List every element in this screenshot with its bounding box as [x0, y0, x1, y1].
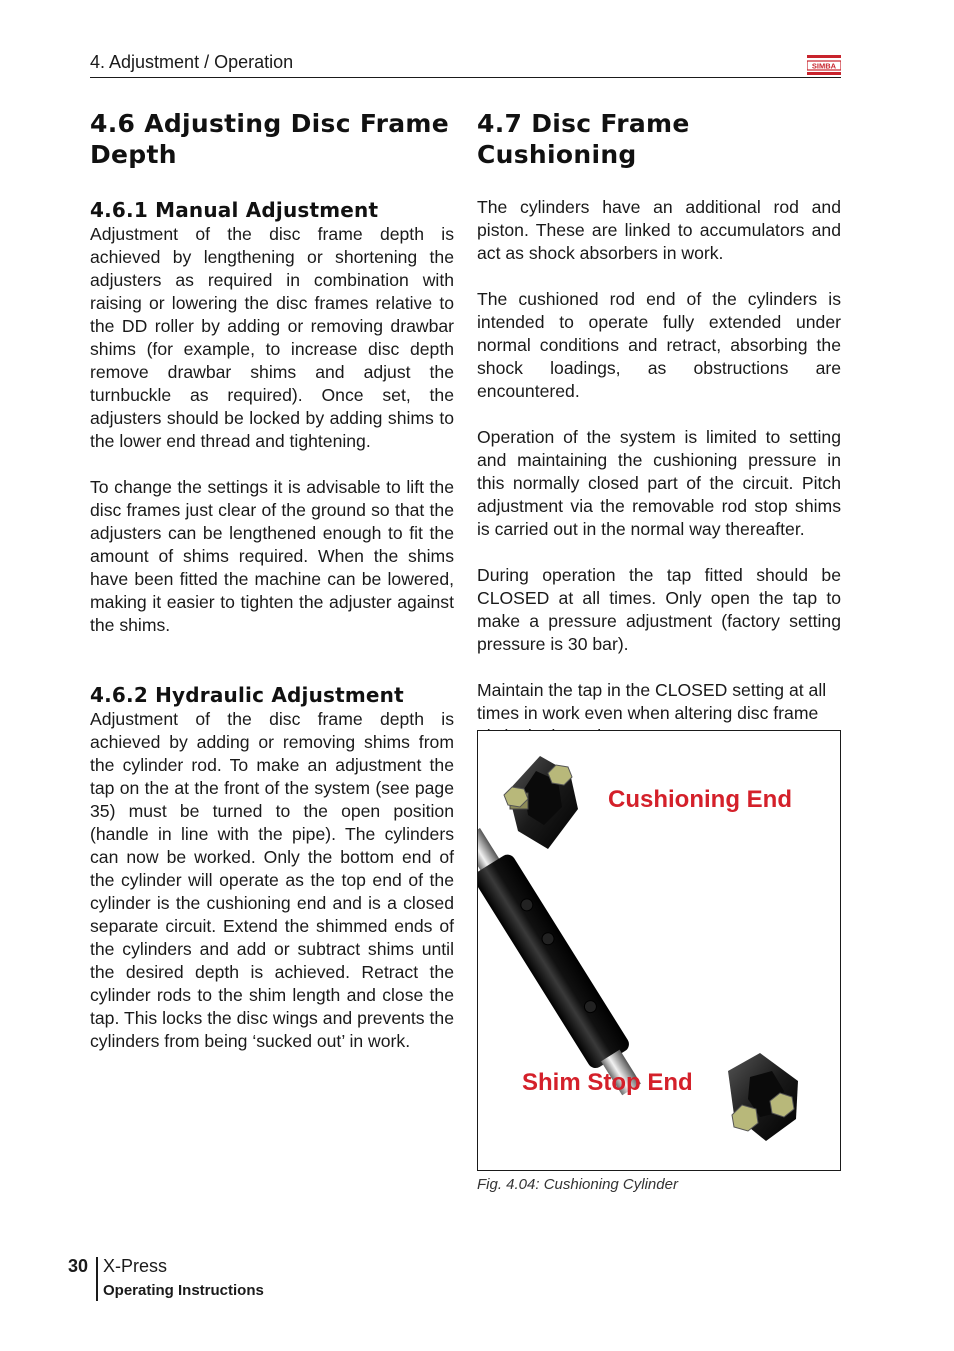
- simba-logo: [807, 55, 841, 75]
- page-number: 30: [68, 1256, 89, 1276]
- document-subtitle: Operating Instructions: [103, 1282, 264, 1299]
- cushioning-para-5: Maintain the tap in the CLOSED setting at all times in work even when altering disc frame: [477, 680, 827, 723]
- section-4-7-title: 4.7 Disc Frame Cushioning: [477, 109, 690, 169]
- cushioning-cylinder-figure: [477, 730, 841, 1171]
- top-clevis: [504, 756, 578, 849]
- footer-divider: [96, 1257, 98, 1301]
- right-column: [477, 108, 841, 748]
- cushioning-para-2: The cushioned rod end of the cylinders is intended to operate fully extended under normal conditions and retract, absorbing the shock loadings, as obstructions are encountered.: [477, 289, 841, 401]
- hydraulic-adjustment-para: Adjustment of the disc frame depth is achieved by adding or removing shims from the cylinder rod. To make an adjustment the tap on the at the front of the system (see page 35) must be turned to the open position (handle in line with the pipe). The cylinders can now be worked. Only the bottom end of the cylinder will operate as the top end of the cylinder is the cushioning end and is a closed separate circuit. Extend the shimmed ends of the cylinders and add or subtract shims until the desired depth is achieved. Retract the cylinder rods to the shim length and close the tap. This locks the disc wings and prevents the cylinders from being ‘sucked out’ in work.: [90, 709, 454, 1051]
- manual-adjustment-para-1: Adjustment of the disc frame depth is achieved by lengthening or shortening the adjusters as required in combination with raising or lowering the disc frames relative to the DD roller by adding or removing drawbar shims (for example, to increase disc depth remove drawbar shims and adjust the turnbuckle as required). Once set, the adjusters should be locked by adding shims to the lower end thread and tightening.: [90, 224, 454, 451]
- section-4-6-title: 4.6 Adjusting Disc Frame Depth: [90, 109, 450, 169]
- left-column: [90, 108, 454, 1053]
- cylinder-illustration: [478, 731, 840, 1170]
- svg-text:SIMBA: SIMBA: [811, 61, 837, 71]
- product-name: X-Press: [103, 1256, 168, 1276]
- cushioning-para-3: Operation of the system is limited to setting and maintaining the cushioning pressure in this normally closed part of the circuit. Pitch adjustment via the removable rod stop shims is carried out in the normal way thereafter.: [477, 427, 841, 539]
- section-heading: 4. Adjustment / Operation: [90, 52, 294, 72]
- bottom-clevis: [728, 1053, 798, 1141]
- section-4-6-2-title: 4.6.2 Hydraulic Adjustment: [90, 683, 404, 707]
- page-header: [90, 50, 841, 78]
- shim-stop-end-label: Shim Stop End: [522, 1069, 693, 1096]
- manual-adjustment-para-2: To change the settings it is advisable to lift the disc frames just clear of the ground so that the adjusters can be lengthened enough to fit the amount of shims required. When the shims have been fitted the machine can be lowered, making it easier to tighten the adjuster against the shims.: [90, 477, 454, 635]
- cushioning-para-1: The cylinders have an additional rod and piston. These are linked to accumulators and act as shock absorbers in work.: [477, 197, 841, 263]
- cushioning-end-label: Cushioning End: [608, 786, 792, 813]
- cushioning-para-4: During operation the tap fitted should be CLOSED at all times. Only open the tap to make a pressure adjustment (factory setting pressure is 30 bar).: [477, 565, 841, 654]
- section-4-6-1-title: 4.6.1 Manual Adjustment: [90, 198, 379, 222]
- figure-caption: Fig. 4.04: Cushioning Cylinder: [477, 1176, 678, 1193]
